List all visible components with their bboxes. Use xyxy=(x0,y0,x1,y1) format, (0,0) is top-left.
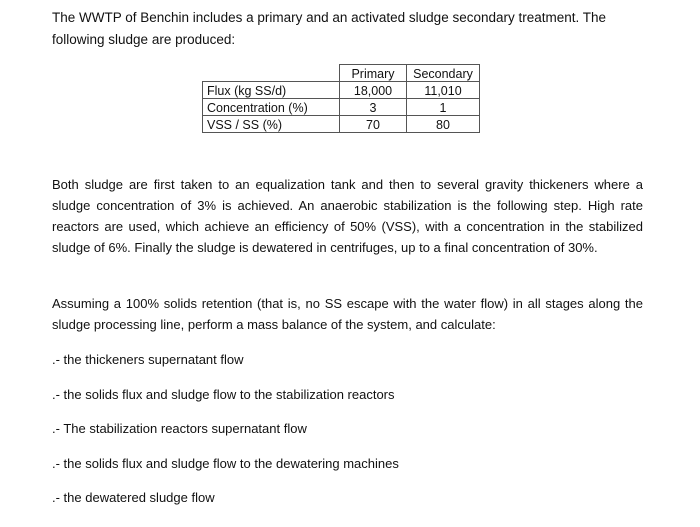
question-item: .- the solids flux and sludge flow to the dewatering machines xyxy=(52,456,399,471)
question-item: .- the dewatered sludge flow xyxy=(52,490,215,505)
table-header-empty-cell xyxy=(203,65,340,82)
vss-ss-primary-value: 70 xyxy=(340,116,407,133)
question-item: .- the solids flux and sludge flow to the stabilization reactors xyxy=(52,387,395,402)
question-item: .- the thickeners supernatant flow xyxy=(52,352,244,367)
table-row xyxy=(203,82,480,99)
table-header-primary: Primary xyxy=(340,65,407,82)
table-header-row xyxy=(203,65,480,82)
concentration-primary-value: 3 xyxy=(340,99,407,116)
table-row xyxy=(203,116,480,133)
question-item: .- The stabilization reactors supernatant flow xyxy=(52,421,307,436)
vss-ss-secondary-value: 80 xyxy=(407,116,480,133)
process-description-paragraph: Both sludge are first taken to an equalization tank and then to several gravity thickeners where a sludge concentration of 3% is achieved. An anaerobic stabilization is the following step. High rate reactors are used, which achieve an efficiency of 50% (VSS), with a concentration in the stabilized sludge of 6%. Finally the sludge is dewatered in centrifuges, up to a final concentration of 30%. xyxy=(52,177,643,255)
flux-secondary-value: 11,010 xyxy=(407,82,480,99)
concentration-secondary-value: 1 xyxy=(407,99,480,116)
table-row xyxy=(203,99,480,116)
sludge-table xyxy=(202,64,480,133)
row-label-concentration: Concentration (%) xyxy=(203,99,340,116)
intro-paragraph: The WWTP of Benchin includes a primary and an activated sludge secondary treatment. The following sludge are produced: xyxy=(52,10,607,47)
assumption-paragraph: Assuming a 100% solids retention (that is, no SS escape with the water flow) in all stages along the sludge processing line, perform a mass balance of the system, and calculate: xyxy=(52,296,643,332)
flux-primary-value: 18,000 xyxy=(340,82,407,99)
table-header-secondary: Secondary xyxy=(407,65,480,82)
row-label-vss-ss: VSS / SS (%) xyxy=(203,116,340,133)
row-label-flux: Flux (kg SS/d) xyxy=(203,82,340,99)
